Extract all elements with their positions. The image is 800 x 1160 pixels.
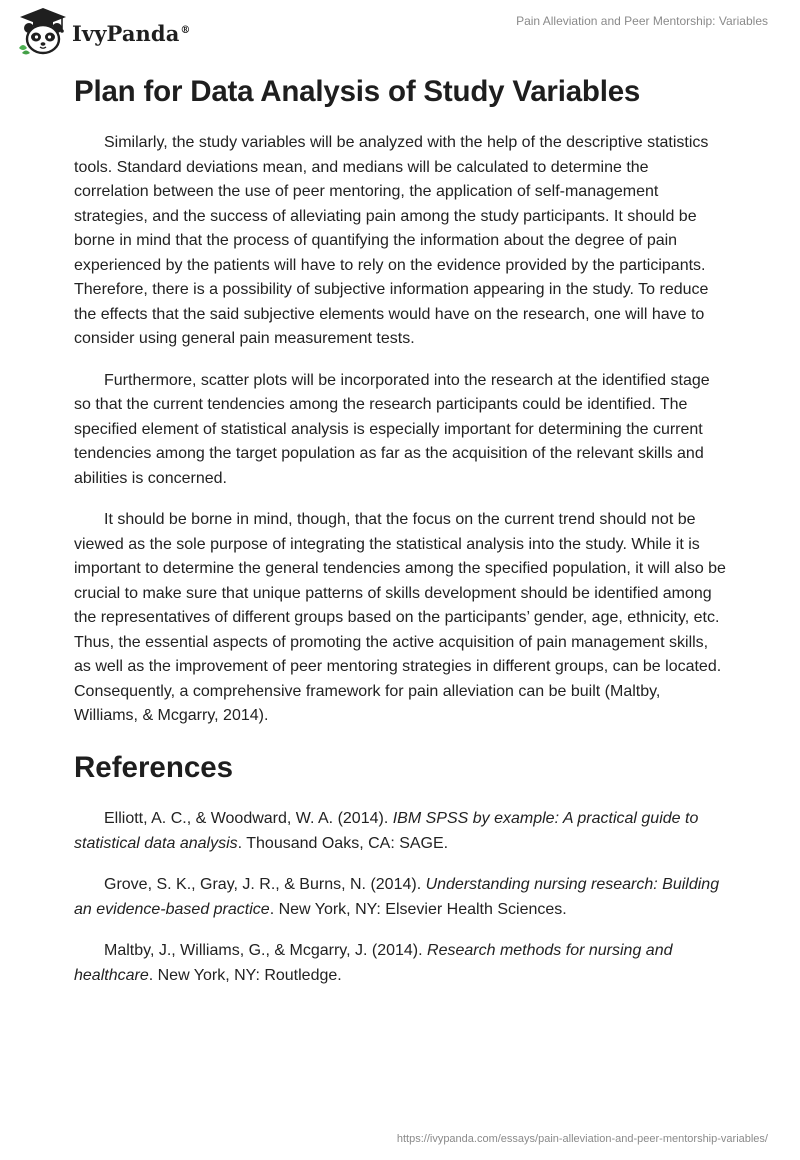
reference-work-title: IBM SPSS by example: A practical guide to statistical data analysis — [74, 810, 699, 852]
reference-item — [74, 807, 726, 856]
page-header — [0, 0, 800, 60]
reference-work-title: Understanding nursing research: Building an evidence-based practice — [74, 876, 720, 918]
brand-name: IvyPanda® — [72, 20, 191, 46]
reference-work-title: Research methods for nursing and healthcare — [74, 942, 673, 984]
body-paragraph: It should be borne in mind, though, that the focus on the current trend should not be viewed as the sole purpose of integrating the statistical analysis into the study. While it is important to determine the general tendencies among the specified population, it will also be crucial to make sure that unique patterns of skills development should be identified among the representatives of different groups based on the participants’ gender, age, ethnicity, etc. Thus, the essential aspects of promoting the active acquisition of pain management skills, as well as the improvement of peer mentoring strategies in different groups, can be located. Consequently, a comprehensive framework for pain alleviation can be built (Maltby, Williams, & Mcgarry, 2014). — [74, 511, 726, 725]
reference-authors: Grove, S. K., Gray, J. R., & Burns, N. (2014). — [104, 876, 426, 894]
reference-authors: Elliott, A. C., & Woodward, W. A. (2014). — [104, 810, 393, 828]
references-heading: References — [74, 750, 234, 784]
source-url-link[interactable]: https://ivypanda.com/essays/pain-alleviation-and-peer-mentorship-variables/ — [396, 1133, 768, 1145]
reference-item — [74, 873, 726, 922]
reference-authors: Maltby, J., Williams, G., & Mcgarry, J. (2014). — [104, 942, 428, 960]
running-title: Pain Alleviation and Peer Mentorship: Variables — [516, 14, 768, 28]
reference-publisher: . Thousand Oaks, CA: SAGE. — [237, 834, 449, 852]
reference-publisher: . New York, NY: Routledge. — [148, 966, 342, 984]
reference-publisher: . New York, NY: Elsevier Health Sciences. — [269, 900, 567, 918]
panda-logo-icon — [16, 6, 70, 56]
body-paragraph: Similarly, the study variables will be analyzed with the help of the descriptive statistics tools. Standard deviations mean, and medians will be calculated to determine the correlation between the use of peer mentoring, the application of self-management strategies, and the success of alleviating pain among the study participants. It should be borne in mind that the process of quantifying the information about the degree of pain experienced by the patients will have to rely on the evidence provided by the participants. Therefore, there is a possibility of subjective information appearing in the study. To reduce the effects that the said subjective elements would have on the research, one will have to consider using general pain measurement tests. — [74, 134, 709, 348]
brand-logo[interactable] — [16, 6, 191, 56]
body-paragraph: Furthermore, scatter plots will be incorporated into the research at the identified stage so that the current tendencies among the research participants could be identified. The specified element of statistical analysis is especially important for determining the current tendencies among the target population as far as the acquisition of the relevant skills and abilities is concerned. — [74, 371, 710, 487]
section-title: Plan for Data Analysis of Study Variables — [74, 75, 641, 108]
reference-item — [74, 939, 726, 988]
essay-content — [74, 70, 726, 1005]
